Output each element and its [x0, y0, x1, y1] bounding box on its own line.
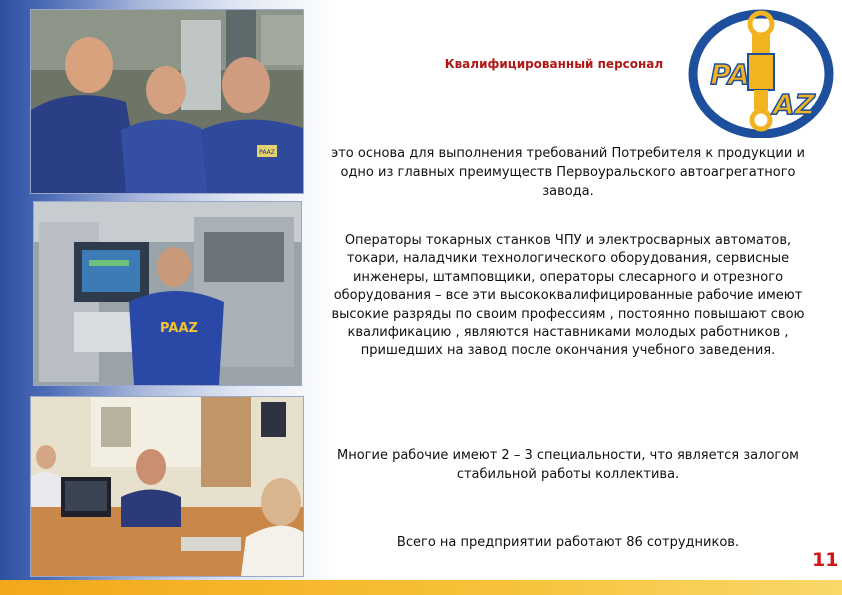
logo-text-bottom: AZ: [773, 88, 815, 121]
photo-engineers: [30, 9, 304, 194]
logo-text-top: PA: [710, 58, 750, 91]
footer-accent-bar: [0, 580, 842, 595]
photo1-badge: PAAZ: [259, 149, 275, 156]
employee-count-paragraph: Всего на предприятии работают 86 сотрудников.: [396, 535, 740, 550]
page-number: 11: [812, 549, 839, 571]
photo-cnc-operator: [33, 201, 302, 386]
staff-paragraph: Операторы токарных станков ЧПУ и электросварных автоматов, токари, наладчики технологического оборудования, сервисные инженеры, штамповщики, операторы слесарного и отрезного оборудования – все эти высококвалифицированные рабочие имеют высокие разряды по своим профессиям , постоянно повышают свою квалификацию , являются наставниками молодых работников , пришедших на завод после окончания учебного заведения.: [331, 233, 805, 359]
photo2-jacket-text: PAAZ: [160, 321, 198, 336]
skills-paragraph: Многие рабочие имеют 2 – 3 специальности, что является залогом стабильной работы коллектива.: [337, 448, 799, 482]
intro-paragraph: это основа для выполнения требований Потребителя к продукции и одно из главных преимуществ Первоуральского автоагрегатного завода.: [331, 146, 805, 199]
page-title: Квалифицированный персонал: [444, 57, 664, 71]
photo-office: [30, 396, 304, 577]
company-logo: [688, 6, 834, 138]
